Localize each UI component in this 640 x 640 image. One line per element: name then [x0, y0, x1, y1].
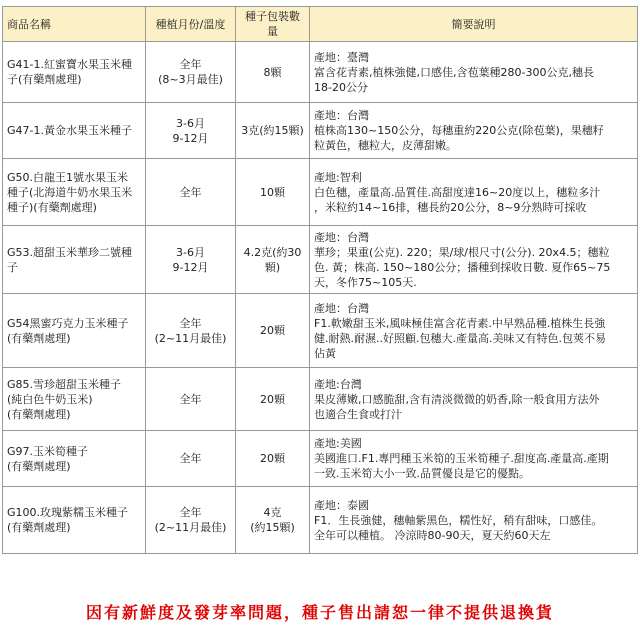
description-line: F1．生長強健，穗軸紫黑色，糯性好，稍有甜味，口感佳。 [314, 513, 603, 527]
description-cell [310, 159, 638, 226]
description-line: 產地:智利 [314, 170, 362, 184]
description-line: 全年可以種植。 冷涼時80-90天，夏天約60天左 [314, 528, 551, 542]
description-line: 產地：臺灣 [314, 50, 369, 64]
description-cell [310, 42, 638, 103]
planting-month-line: 全年 [179, 506, 202, 519]
product-name-line: G53.超甜玉米華珍二號種 [7, 245, 133, 259]
planting-month-line: 9-12月 [172, 260, 209, 274]
package-qty-line: 20顆 [260, 324, 285, 337]
planting-month-cell [146, 431, 236, 487]
package-qty-line: 3克(約15顆) [241, 124, 304, 137]
package-qty-line: (約15顆) [250, 521, 295, 534]
product-name-line: 種子)(有藥劑處理) [7, 200, 97, 214]
product-name-cell [3, 103, 146, 159]
product-name-cell [3, 226, 146, 294]
table-row [3, 294, 638, 368]
package-qty-line: 8顆 [263, 65, 282, 79]
package-qty-line: 4.2克(約30 [243, 245, 302, 259]
description-line: 華珍；果重(公克). 220；果/球/根尺寸(公分). 20x4.5；穗粒 [314, 245, 610, 259]
package-qty-cell [236, 431, 310, 487]
product-name-line: G97.玉米筍種子 [7, 444, 89, 458]
product-name-line: 種子(北海道牛奶水果玉米 [7, 185, 133, 199]
planting-month-line: 全年 [179, 392, 202, 406]
planting-month-cell [146, 42, 236, 103]
product-name-cell [3, 42, 146, 103]
description-line: 產地：台灣 [314, 109, 369, 122]
package-qty-cell [236, 42, 310, 103]
planting-month-cell [146, 226, 236, 294]
header-planting-month: 種植月份/溫度 [146, 7, 236, 42]
description-line: ，米粒約14~16排，穗長約20公分，8~9分熟時可採收 [314, 200, 587, 214]
table-row [3, 159, 638, 226]
package-qty-line: 20顆 [260, 452, 285, 465]
planting-month-line: 3-6月 [176, 245, 205, 259]
planting-month-line: 全年 [179, 185, 202, 199]
product-name-line: G50.白龍王1號水果玉米 [7, 170, 129, 184]
header-product-name: 商品名稱 [3, 7, 146, 42]
description-line: 健.耐熱.耐濕..好照顧.包穗大.產量高.美味又有特色.包莢不易 [314, 331, 606, 345]
package-qty-cell [236, 159, 310, 226]
product-name-line: (有藥劑處理) [7, 407, 71, 421]
description-line: 色. 黃；株高. 150~180公分；播種到採收日數. 夏作65~75 [314, 260, 611, 274]
table-row [3, 368, 638, 431]
package-qty-cell [236, 294, 310, 368]
header-package-qty: 種子包裝數量 [236, 7, 310, 42]
planting-month-line: 9-12月 [172, 131, 209, 145]
planting-month-line: 全年 [179, 58, 202, 71]
package-qty-cell [236, 487, 310, 554]
table-row [3, 226, 638, 294]
product-name-cell [3, 487, 146, 554]
table-row [3, 487, 638, 554]
package-qty-cell [236, 103, 310, 159]
product-name-line: G85.雪珍超甜玉米種子 [7, 377, 122, 391]
package-qty-line: 10顆 [260, 185, 285, 199]
package-qty-line: 4克 [263, 506, 282, 519]
package-qty-line: 顆) [264, 260, 281, 274]
description-cell [310, 487, 638, 554]
description-line: 18-20公分 [314, 80, 368, 94]
description-line: F1.軟嫩甜玉米,風味極佳富含花青素.中早熟品種.植株生長強 [314, 316, 606, 330]
planting-month-cell [146, 487, 236, 554]
table-row [3, 103, 638, 159]
seed-table [2, 6, 638, 554]
description-cell [310, 226, 638, 294]
table-header-row [3, 7, 638, 42]
product-name-line: (有藥劑處理) [7, 521, 71, 534]
planting-month-line: 全年 [179, 316, 202, 330]
description-line: 富含花青素,植株強健,口感佳,含苞葉種280-300公克,穗長 [314, 65, 594, 79]
return-policy-notice: 因有新鮮度及發芽率問題，種子售出請恕一律不提供退換貨 [85, 603, 554, 622]
product-name-line: G54黑蜜巧克力玉米種子 [7, 316, 129, 330]
description-cell [310, 368, 638, 431]
product-name-line: (有藥劑處理) [7, 459, 71, 473]
description-line: 美國進口.F1.專門種玉米筍的玉米筍種子.甜度高.產量高.產期 [314, 452, 609, 465]
header-description: 簡要說明 [310, 7, 638, 42]
table-body [3, 42, 638, 554]
description-line: 產地:美國 [314, 437, 362, 450]
description-line: 白色穗，產量高.品質佳.高甜度達16~20度以上，穗粒多汁 [314, 185, 601, 199]
description-line: 產地：泰國 [314, 498, 369, 512]
planting-month-cell [146, 159, 236, 226]
description-line: 產地：台灣 [314, 301, 369, 315]
description-line: 產地：台灣 [314, 230, 369, 244]
package-qty-line: 20顆 [260, 392, 285, 406]
product-name-cell [3, 294, 146, 368]
package-qty-cell [236, 368, 310, 431]
product-name-line: (純白色牛奶玉米) [7, 392, 93, 406]
description-line: 也適合生食或打汁 [314, 407, 402, 421]
planting-month-line: 3-6月 [176, 116, 205, 130]
planting-month-line: (8~3月最佳) [158, 73, 223, 86]
description-line: 果皮薄嫩,口感脆甜,含有清淡微微的奶香,除一般食用方法外 [314, 392, 600, 406]
product-name-line: G41-1.紅蜜寶水果玉米種 [7, 58, 132, 71]
planting-month-line: 全年 [179, 452, 202, 465]
table-row [3, 42, 638, 103]
product-name-cell [3, 159, 146, 226]
description-cell [310, 103, 638, 159]
planting-month-line: (2~11月最佳) [154, 521, 227, 534]
planting-month-line: (2~11月最佳) [154, 331, 227, 345]
product-name-line: 子 [7, 260, 18, 274]
description-line: 粒黃色，穗粒大，皮薄甜嫩。 [314, 139, 457, 152]
product-name-cell [3, 368, 146, 431]
product-name-line: 子(有藥劑處理) [7, 73, 82, 86]
planting-month-cell [146, 103, 236, 159]
product-name-cell [3, 431, 146, 487]
description-line: 植株高130~150公分，每穗重約220公克(除苞葉)，果穗籽 [314, 124, 604, 137]
description-line: 佔黃 [314, 346, 336, 360]
product-name-line: G100.玫瑰紫糯玉米種子 [7, 506, 129, 519]
description-cell [310, 294, 638, 368]
table-row [3, 431, 638, 487]
description-line: 天，冬作75~105天. [314, 275, 417, 289]
description-cell [310, 431, 638, 487]
description-line: 產地:台灣 [314, 377, 362, 391]
package-qty-cell [236, 226, 310, 294]
product-name-line: G47-1.黃金水果玉米種子 [7, 124, 132, 137]
product-name-line: (有藥劑處理) [7, 331, 71, 345]
planting-month-cell [146, 294, 236, 368]
description-line: 一致.玉米筍大小一致.品質優良是它的優點。 [314, 467, 530, 480]
planting-month-cell [146, 368, 236, 431]
